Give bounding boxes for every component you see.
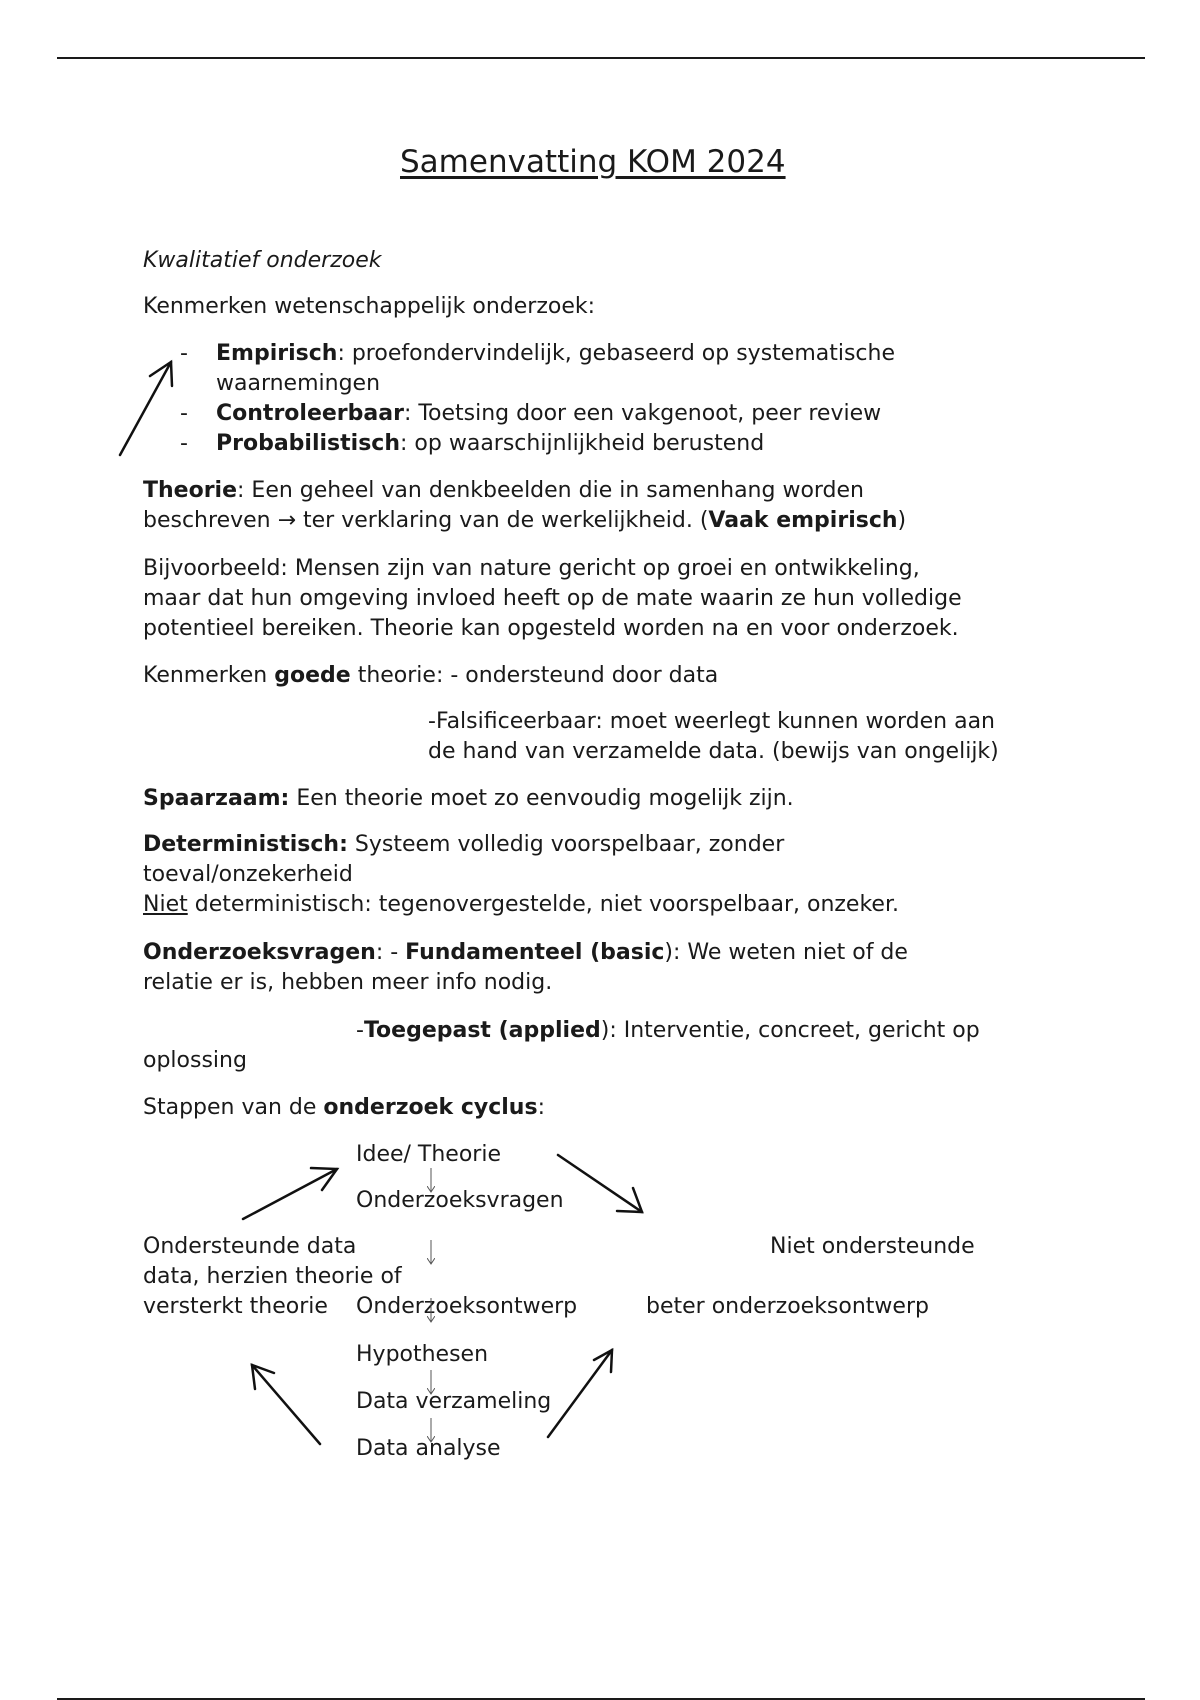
goede-pre: Kenmerken: [143, 663, 275, 688]
cycle-step-idee: Idee/ Theorie: [356, 1142, 501, 1167]
list-dash: -: [180, 431, 188, 456]
toegepast-desc: ): Interventie, concreet, gericht op: [600, 1018, 980, 1043]
term: Empirisch: [216, 341, 338, 366]
theorie-desc: : Een geheel van denkbeelden die in samenhang worden: [237, 478, 865, 503]
goede-bold: goede: [274, 663, 351, 688]
term: Controleerbaar: [216, 401, 404, 426]
cycle-step-data-verzameling: Data verzameling: [356, 1389, 552, 1414]
toegepast-dash: -: [356, 1018, 364, 1043]
falsificeerbaar-line-2: de hand van verzamelde data. (bewijs van ongelijk): [428, 739, 999, 764]
cycle-right-line-1: Niet ondersteunde: [770, 1234, 975, 1259]
deterministisch-desc: Systeem volledig voorspelbaar, zonder: [347, 832, 785, 857]
niet-desc: deterministisch: tegenovergestelde, niet voorspelbaar, onzeker.: [187, 892, 899, 917]
desc: : proefondervindelijk, gebaseerd op systematische: [337, 341, 895, 366]
list-dash: -: [180, 341, 188, 366]
fundamenteel-term: Fundamenteel (basic: [405, 940, 665, 965]
toegepast-line-2: oplossing: [143, 1048, 247, 1073]
goede-post: theorie: - ondersteund door data: [350, 663, 719, 688]
cycle-right-line-2: beter onderzoeksontwerp: [646, 1294, 929, 1319]
spaarzaam-desc: Een theorie moet zo eenvoudig mogelijk zijn.: [289, 786, 794, 811]
voorbeeld-line-3: potentieel bereiken. Theorie kan opgesteld worden na en voor onderzoek.: [143, 616, 959, 641]
cycle-left-line-1: Ondersteunde data: [143, 1234, 357, 1259]
deterministisch-term: Deterministisch:: [143, 832, 348, 857]
arrow-up-right-icon: [243, 1168, 337, 1219]
niet-word: Niet: [143, 892, 188, 917]
page-title: Samenvatting KOM 2024: [400, 144, 786, 180]
falsificeerbaar-line-1: -Falsificeerbaar: moet weerlegt kunnen worden aan: [428, 709, 996, 734]
list-dash: -: [180, 401, 188, 426]
term: Probabilistisch: [216, 431, 401, 456]
list-item-empirisch-cont: waarnemingen: [216, 371, 381, 396]
section-heading: Kwalitatief onderzoek: [143, 248, 382, 273]
desc: : op waarschijnlijkheid berustend: [400, 431, 765, 456]
voorbeeld-line-2: maar dat hun omgeving invloed heeft op de mate waarin ze hun volledige: [143, 586, 962, 611]
cycle-left-line-3: versterkt theorie: [143, 1294, 328, 1319]
cycle-step-onderzoeksvragen: Onderzoeksvragen: [356, 1188, 564, 1213]
onderzoeksvragen-mid: : -: [375, 940, 406, 965]
arrow-up-left-icon: [252, 1365, 320, 1444]
cycle-step-onderzoeksontwerp: Onderzoeksontwerp: [356, 1294, 578, 1319]
cycle-step-hypothesen: Hypothesen: [356, 1342, 489, 1367]
cycle-step-data-analyse: Data analyse: [356, 1436, 501, 1461]
cycle-left-line-2: data, herzien theorie of: [143, 1264, 402, 1289]
arrow-up-right-icon: [548, 1350, 612, 1437]
hand-drawn-arrow-icon: [120, 362, 172, 455]
onderzoeksvragen-term: Onderzoeksvragen: [143, 940, 376, 965]
theorie-term: Theorie: [143, 478, 238, 503]
toegepast-term: Toegepast (applied: [363, 1018, 601, 1043]
desc: : Toetsing door een vakgenoot, peer review: [403, 401, 882, 426]
theorie-desc-2: beschreven → ter verklaring van de werkelijkheid. (: [143, 508, 709, 533]
spaarzaam-term: Spaarzaam:: [143, 786, 290, 811]
cyclus-pre: Stappen van de: [143, 1095, 324, 1120]
kenmerken-intro: Kenmerken wetenschappelijk onderzoek:: [143, 294, 596, 319]
cyclus-bold: onderzoek cyclus: [323, 1095, 538, 1120]
theorie-close: ): [897, 508, 907, 533]
cyclus-post: :: [537, 1095, 545, 1120]
arrow-down-right-icon: [558, 1155, 642, 1212]
onderzoeksvragen-line-2: relatie er is, hebben meer info nodig.: [143, 970, 553, 995]
fundamenteel-desc: ): We weten niet of de: [664, 940, 908, 965]
deterministisch-line-2: toeval/onzekerheid: [143, 862, 353, 887]
theorie-bold: Vaak empirisch: [708, 508, 898, 533]
voorbeeld-line-1: Bijvoorbeeld: Mensen zijn van nature gericht op groei en ontwikkeling,: [143, 556, 920, 581]
